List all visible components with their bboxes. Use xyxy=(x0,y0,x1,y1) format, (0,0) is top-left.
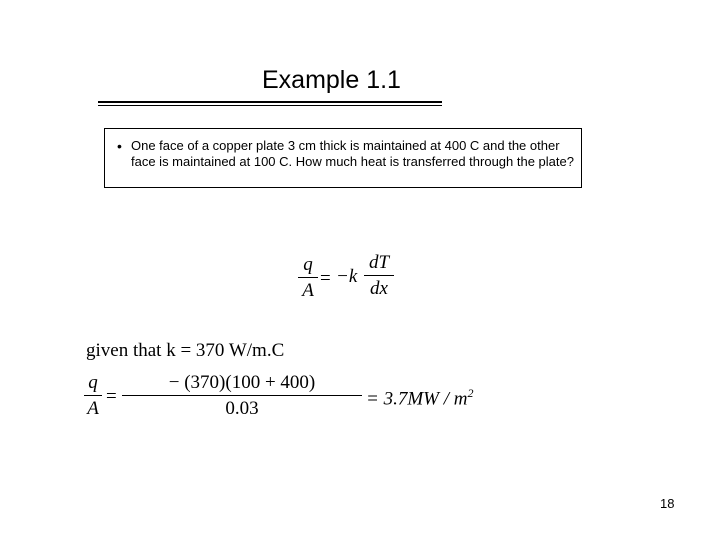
fraction-bar xyxy=(122,395,362,396)
equals-sign: = xyxy=(320,268,331,289)
lhs-denominator: A xyxy=(87,398,99,419)
problem-box xyxy=(104,128,582,188)
lhs-fraction xyxy=(298,254,318,302)
page-number: 18 xyxy=(660,496,675,511)
lhs-denominator: A xyxy=(302,280,314,301)
result-value xyxy=(366,386,473,410)
fraction-bar xyxy=(298,277,318,278)
fraction-bar xyxy=(364,275,394,276)
bullet-icon: • xyxy=(117,138,122,154)
title-rule-top xyxy=(98,101,442,103)
problem-statement: One face of a copper plate 3 cm thick is maintained at 400 C and the other face is maintained at 100 C. How much heat is transferred through the plate? xyxy=(131,138,574,169)
rhs-denominator: dx xyxy=(370,278,388,299)
rhs-numerator: − (370)(100 + 400) xyxy=(168,372,316,393)
rhs-numerator: dT xyxy=(368,252,390,273)
fourier-law-equation xyxy=(298,250,418,310)
slide-title: Example 1.1 xyxy=(262,66,401,94)
title-rule-bottom xyxy=(98,105,442,106)
result-text: = 3.7MW / m xyxy=(366,388,468,410)
rhs-denominator: 0.03 xyxy=(225,398,259,419)
heat-flux-calculation xyxy=(84,372,474,428)
coefficient: −k xyxy=(336,266,358,287)
lhs-numerator: q xyxy=(303,254,313,275)
given-statement: given that k = 370 W/m.C xyxy=(86,340,285,361)
rhs-fraction xyxy=(364,252,394,300)
rhs-fraction xyxy=(122,372,362,420)
result-exponent: 2 xyxy=(467,386,474,400)
lhs-fraction xyxy=(84,372,102,420)
fraction-bar xyxy=(84,395,102,396)
lhs-numerator: q xyxy=(88,372,98,393)
equals-sign: = xyxy=(106,386,117,407)
